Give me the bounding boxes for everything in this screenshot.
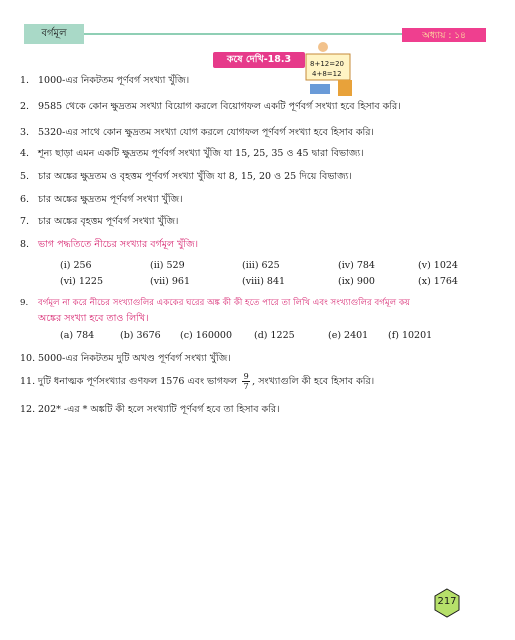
question-2: 2. 9585 থেকে কোন ক্ষুদ্রতম সংখ্যা বিয়োগ করলে বিয়োগফল একটি পূর্ণবর্গ সংখ্যা হবে হিসাব করি। [20, 101, 401, 112]
question-10: 10. 5000-এর নিকটতম দুটি অখণ্ড পূর্ণবর্গ সংখ্যা খুঁজি। [20, 353, 231, 364]
question-4: 4. শূন্য ছাড়া এমন একটি ক্ষুদ্রতম পূর্ণবর্গ সংখ্যা খুঁজি যা 15, 25, 35 ও 45 দ্বারা বিভাজ্য। [20, 148, 364, 159]
question-5: 5. চার অঙ্কের ক্ষুদ্রতম ও বৃহত্তম পূর্ণবর্গ সংখ্যা খুঁজি যা 8, 15, 20 ও 25 দিয়ে বিভাজ্য। [20, 171, 352, 182]
chapter-number-tab: অধ্যায় : ১৪ [402, 28, 486, 42]
question-9: 9. বর্গমূল না করে নীচের সংখ্যাগুলির এককের ঘরের অঙ্ক কী কী হতে পারে তা লিখি এবং সংখ্যাগুলির বর্গমূল কয় [20, 298, 410, 308]
question-3: 3. 5320-এর সাথে কোন ক্ষুদ্রতম সংখ্যা যোগ করলে যোগফল পূর্ণবর্গ সংখ্যা হবে হিসাব করি। [20, 127, 374, 138]
board-line-1: 8+12=20 [310, 60, 344, 68]
fraction: $\frac{9}{7}$ [243, 372, 249, 391]
question-8: 8. ভাগ পদ্ধতিতে নীচের সংখ্যার বর্গমূল খুঁজি। [20, 239, 198, 250]
q8-row-1: (i) 256 (ii) 529 (iii) 625 (iv) 784 (v) 1024 [60, 260, 458, 271]
question-9-line-2: অঙ্কের সংখ্যা হবে তাও লিখি। [38, 313, 149, 324]
exercise-title: কষে দেখি-18.3 [213, 52, 305, 68]
question-7: 7. চার অঙ্কের বৃহত্তম পূর্ণবর্গ সংখ্যা খুঁজি। [20, 216, 179, 227]
page-number: 217 [437, 596, 457, 607]
q8-row-2: (vi) 1225 (vii) 961 (viii) 841 (ix) 900 (x) 1764 [60, 276, 458, 287]
question-11: 11. দুটি ধনাত্মক পূর্ণসংখ্যার গুণফল 1576 এবং ভাগফল $\frac{9}{7}$ , সংখ্যাগুলি কী হবে হিসাব করি। [20, 372, 375, 391]
chapter-tab: বর্গমূল [24, 24, 84, 44]
board-illustration [302, 40, 358, 98]
q9-items: (a) 784 (b) 3676 (c) 160000 (d) 1225 (e) 2401 (f) 10201 [60, 330, 433, 341]
question-1: 1. 1000-এর নিকটতম পূর্ণবর্গ সংখ্যা খুঁজি। [20, 75, 190, 86]
header-divider [84, 33, 402, 35]
board-line-2: 4+8=12 [312, 70, 342, 78]
question-12: 12. 202* -এর * অঙ্কটি কী হলে সংখ্যাটি পূর্ণবর্গ হবে তা হিসাব করি। [20, 404, 280, 415]
question-6: 6. চার অঙ্কের ক্ষুদ্রতম পূর্ণবর্গ সংখ্যা খুঁজি। [20, 194, 183, 205]
